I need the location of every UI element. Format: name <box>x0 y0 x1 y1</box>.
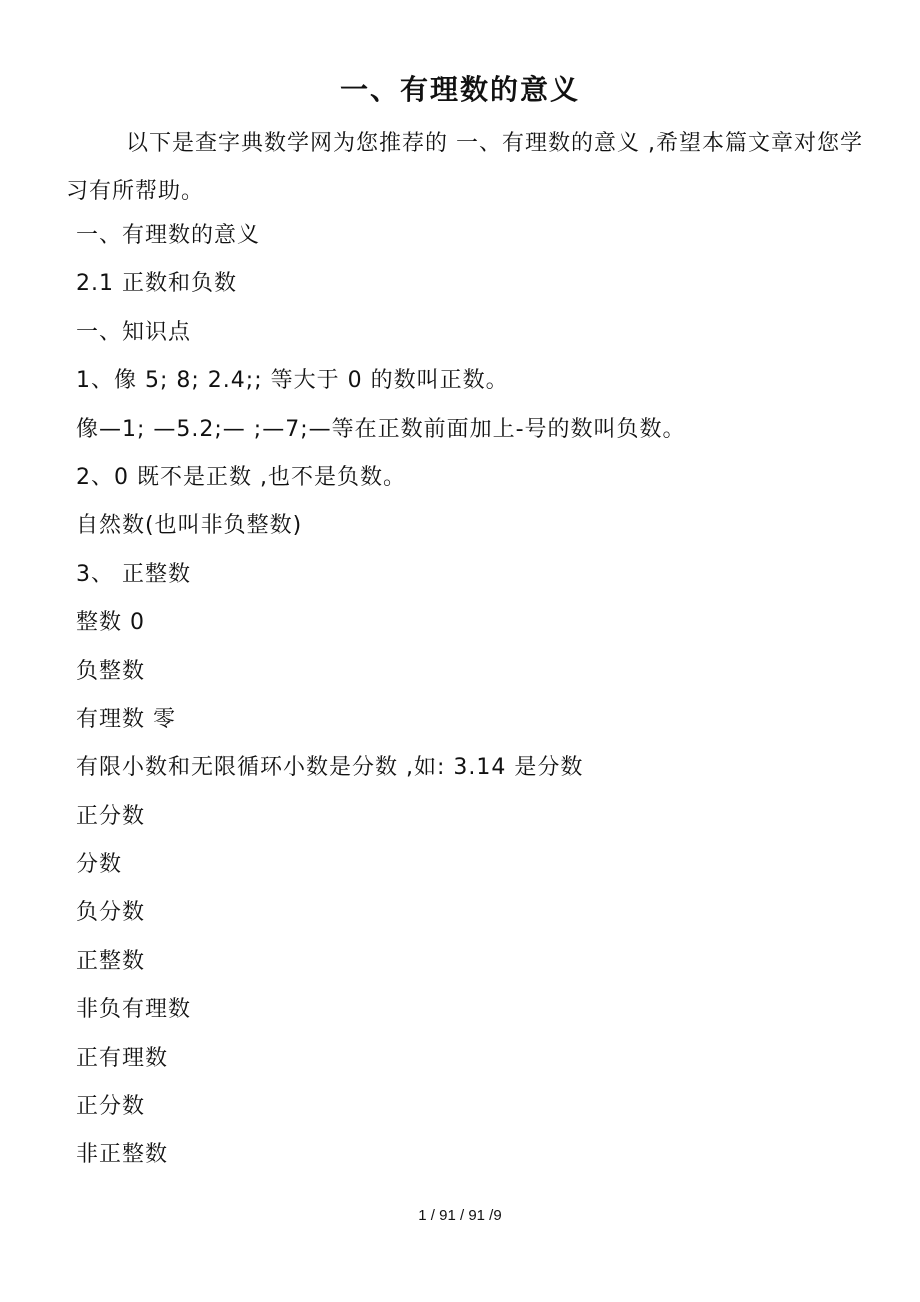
text-line: 分数 <box>76 852 123 878</box>
text-line: 非负有理数 <box>76 997 192 1023</box>
text-line: 2.1 正数和负数 <box>76 271 237 297</box>
text-line: 有理数 零 <box>76 706 176 732</box>
text-line: 非正整数 <box>76 1142 169 1168</box>
text-line: 像—1; —5.2;— ;—7;—等在正数前面加上-号的数叫负数。 <box>76 416 686 442</box>
text-line: 负分数 <box>76 900 146 926</box>
text-line: 有限小数和无限循环小数是分数 ,如: 3.14 是分数 <box>76 755 584 781</box>
text-line: 3、 正整数 <box>76 561 191 587</box>
document-title: 一、有理数的意义 <box>339 73 580 106</box>
text-line: 1、像 5; 8; 2.4;; 等大于 0 的数叫正数。 <box>76 368 509 394</box>
text-line: 正分数 <box>76 1094 146 1120</box>
text-line: 2、0 既不是正数 ,也不是负数。 <box>76 464 406 490</box>
text-line: 正分数 <box>76 803 146 829</box>
text-line: 负整数 <box>76 658 146 684</box>
page-indicator: 1 / 91 / 91 /9 <box>418 1207 502 1224</box>
text-line: 一、有理数的意义 <box>76 223 261 248</box>
intro-paragraph: 以下是查字典数学网为您推荐的 一、有理数的意义 ,希望本篇文章对您学习有所帮助。 <box>66 131 863 204</box>
content-lines <box>76 212 876 1180</box>
text-line: 自然数(也叫非负整数) <box>76 513 303 539</box>
text-line: 一、知识点 <box>76 319 192 345</box>
text-line: 整数 0 <box>76 610 145 636</box>
text-line: 正整数 <box>76 948 146 974</box>
text-line: 正有理数 <box>76 1045 169 1071</box>
